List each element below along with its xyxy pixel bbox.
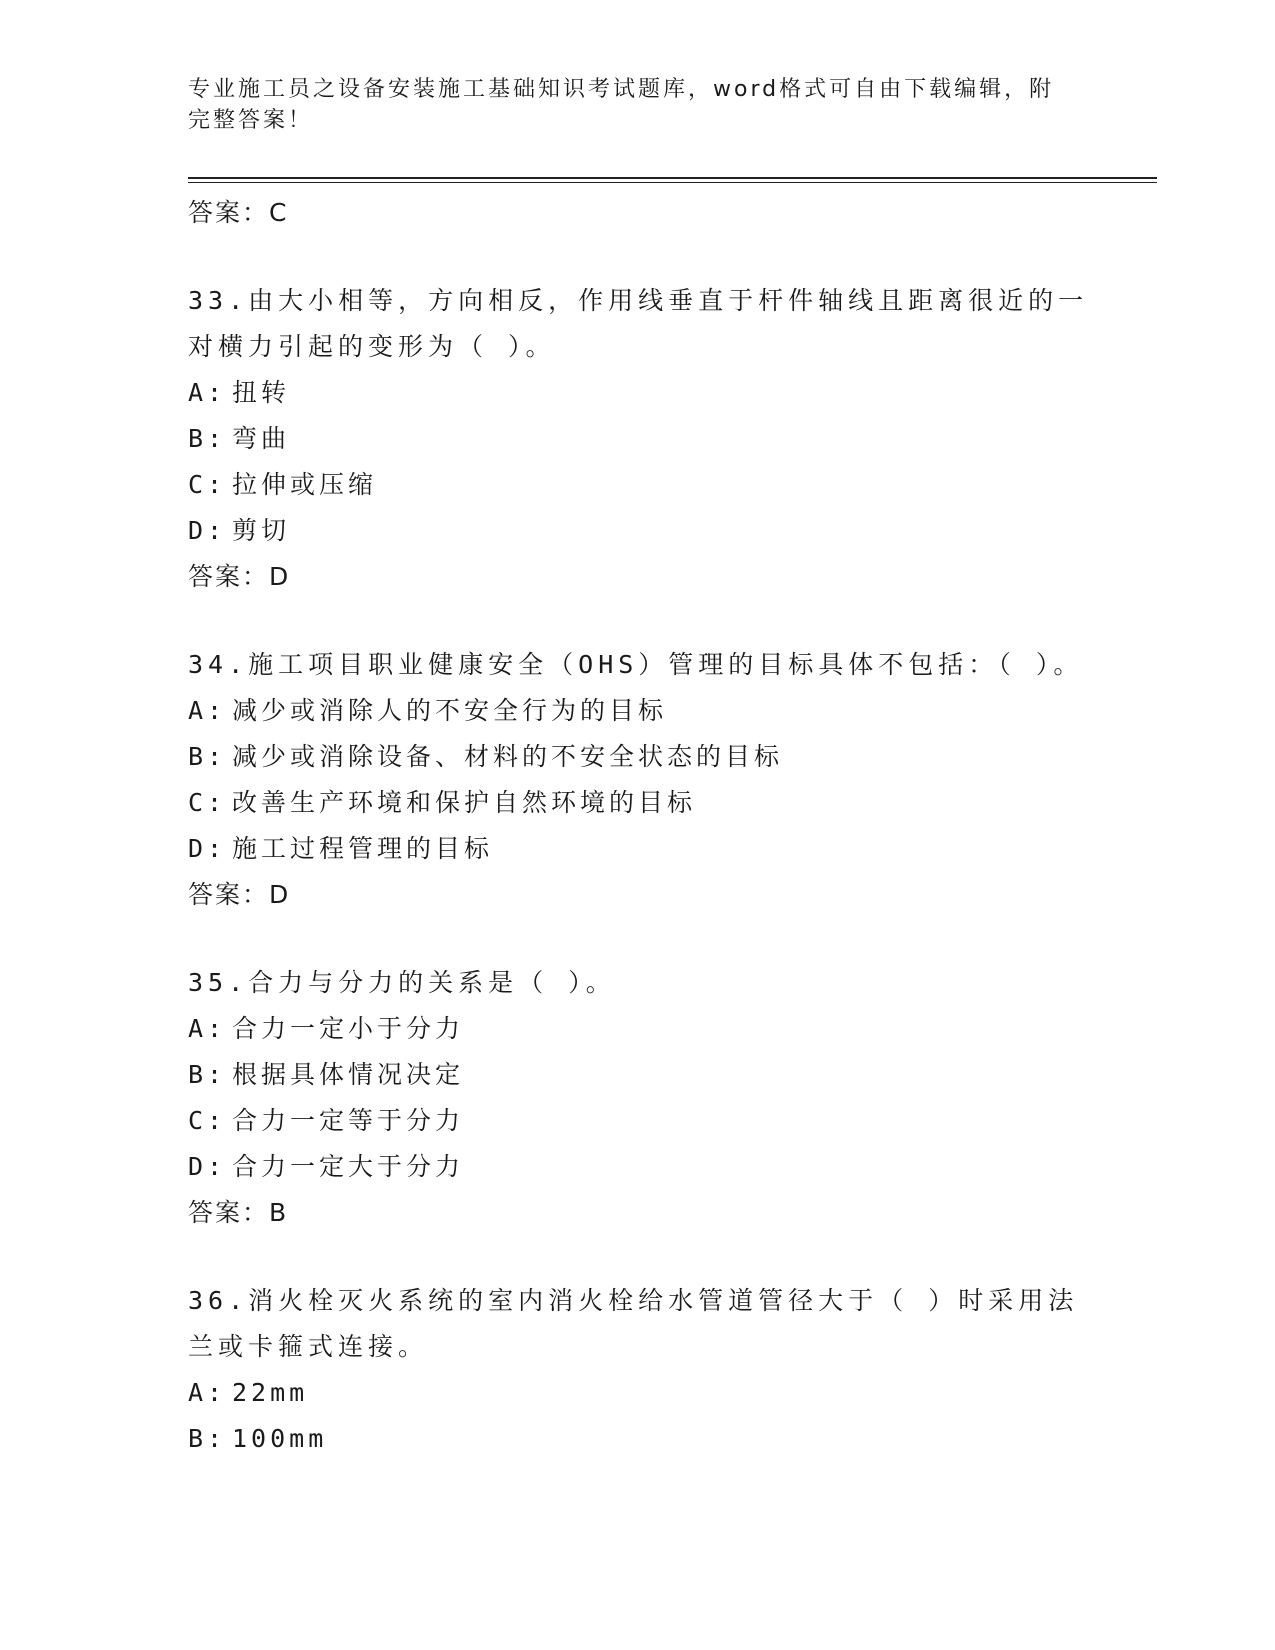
option-b — [188, 734, 1108, 780]
option-c — [188, 1098, 1108, 1144]
option-letter: B: — [188, 1424, 227, 1453]
option-b — [188, 1052, 1108, 1098]
option-b — [188, 1416, 1108, 1462]
option-letter: A: — [188, 696, 227, 725]
option-letter: A: — [188, 1378, 227, 1407]
question-stem: 33.由大小相等，方向相反，作用线垂直于杆件轴线且距离很近的一对横力引起的变形为（ ）。 — [188, 286, 1089, 361]
question-35 — [188, 960, 1108, 1236]
question-36 — [188, 1278, 1108, 1462]
header-text: 专业施工员之设备安装施工基础知识考试题库，word格式可自由下载编辑，附完整答案！ — [188, 77, 1055, 133]
option-letter: A: — [188, 1014, 227, 1043]
option-letter: B: — [188, 742, 227, 771]
option-letter: C: — [188, 788, 227, 817]
option-a — [188, 370, 1108, 416]
option-letter: C: — [188, 470, 227, 499]
option-text: 根据具体情况决定 — [232, 1060, 465, 1089]
option-text: 改善生产环境和保护自然环境的目标 — [232, 788, 697, 817]
option-text: 剪切 — [232, 516, 291, 545]
option-text: 扭转 — [232, 378, 291, 407]
option-c — [188, 462, 1108, 508]
option-c — [188, 780, 1108, 826]
option-text: 合力一定等于分力 — [232, 1106, 465, 1135]
page-header — [188, 74, 1068, 136]
option-letter: B: — [188, 424, 227, 453]
option-letter: B: — [188, 1060, 227, 1089]
option-a — [188, 1006, 1108, 1052]
option-letter: D: — [188, 1152, 227, 1181]
question-stem: 35.合力与分力的关系是（ ）。 — [188, 968, 616, 997]
option-letter: D: — [188, 516, 227, 545]
answer-line: 答案：C — [188, 198, 289, 227]
option-letter: D: — [188, 834, 227, 863]
question-34 — [188, 642, 1108, 918]
option-text: 合力一定小于分力 — [232, 1014, 465, 1043]
question-33 — [188, 278, 1108, 600]
option-d — [188, 826, 1108, 872]
answer-line: 答案：D — [188, 562, 291, 591]
option-text: 22mm — [232, 1378, 309, 1407]
answer-line: 答案：B — [188, 1198, 289, 1227]
option-d — [188, 508, 1108, 554]
header-divider — [188, 177, 1157, 183]
option-a — [188, 1370, 1108, 1416]
option-d — [188, 1144, 1108, 1190]
question-stem: 36.消火栓灭火系统的室内消火栓给水管道管径大于（ ）时采用法兰或卡箍式连接。 — [188, 1286, 1079, 1361]
question-list — [188, 190, 1108, 1462]
option-text: 减少或消除人的不安全行为的目标 — [232, 696, 668, 725]
question-stem: 34.施工项目职业健康安全（OHS）管理的目标具体不包括：（ ）。 — [188, 650, 1084, 679]
option-text: 施工过程管理的目标 — [232, 834, 494, 863]
option-text: 拉伸或压缩 — [232, 470, 378, 499]
option-letter: A: — [188, 378, 227, 407]
option-text: 减少或消除设备、材料的不安全状态的目标 — [232, 742, 784, 771]
option-letter: C: — [188, 1106, 227, 1135]
option-text: 弯曲 — [232, 424, 291, 453]
option-b — [188, 416, 1108, 462]
option-text: 100mm — [232, 1424, 328, 1453]
option-text: 合力一定大于分力 — [232, 1152, 465, 1181]
option-a — [188, 688, 1108, 734]
answer-line: 答案：D — [188, 880, 291, 909]
